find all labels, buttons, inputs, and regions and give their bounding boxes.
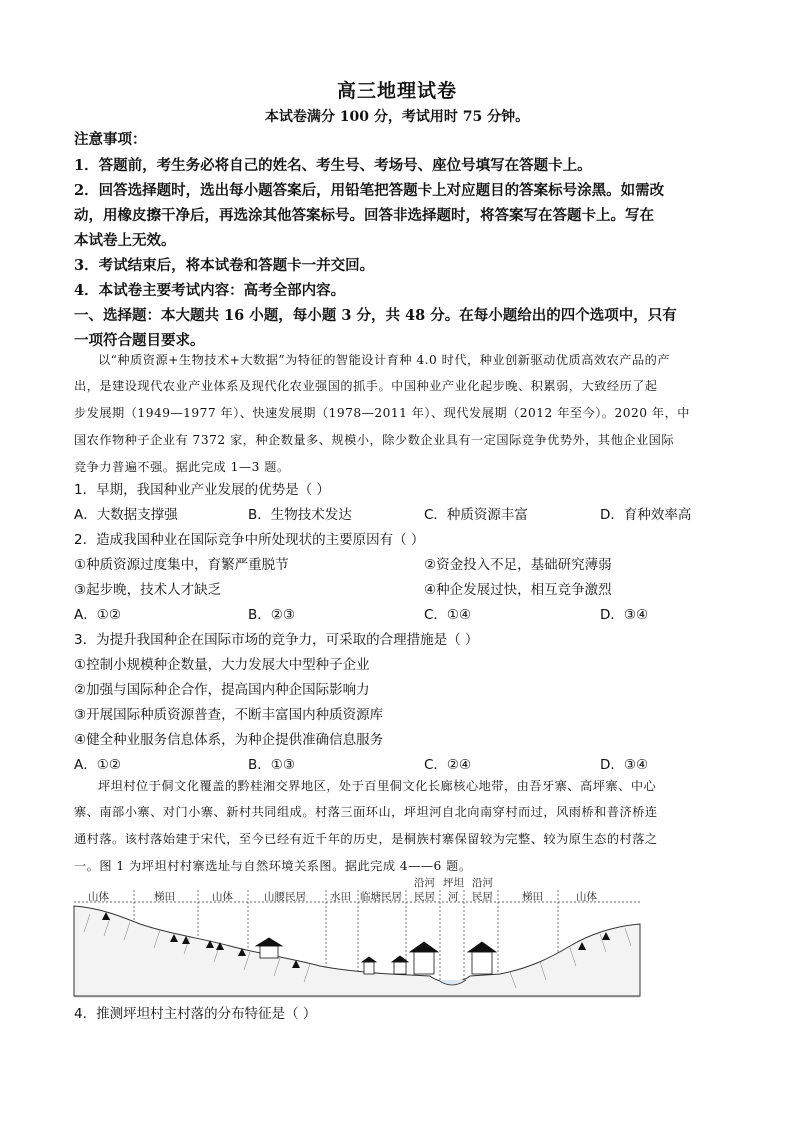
passage-1-cont (74, 376, 724, 478)
passage-line: 一。图 1 为坪坦村村寨选址与自然环境关系图。据此完成 4——6 题。 (74, 859, 472, 873)
q2-option-b: B．②③ (248, 607, 295, 623)
passage-line: 通村落。该村落始建于宋代，至今已经有近千年的历史，是桐族村寨保留较为完整、较为原生态的村落之 (74, 832, 658, 846)
notice-line: 3．考试结束后，将本试卷和答题卡一并交回。 (74, 257, 375, 274)
label-river: 河 (448, 891, 459, 903)
passage-line: 出，是建设现代农业产业体系及现代化农业强国的抓手。中国种业产业化起步晚、积累弱，大致经历了起 (74, 379, 658, 393)
q2-option-a: A．①② (74, 607, 121, 623)
q3-option-a: A．①② (74, 757, 121, 773)
q3-option-d: D．③④ (600, 757, 649, 773)
q3-item: ②加强与国际种企合作，提高国内种企国际影响力 (74, 682, 370, 698)
passage-line: 以“种质资源+生物技术+大数据”为特征的智能设计育种 4.0 时代，种业创新驱动优质高效农产品的产 (98, 353, 671, 367)
question-1-stem: 1．早期，我国种业产业发展的优势是（ ） (74, 482, 330, 498)
question-4-stem: 4．推测坪坦村主村落的分布特征是（ ） (74, 1006, 317, 1022)
notice-heading: 注意事项： (74, 131, 147, 148)
q1-option-b: B．生物技术发达 (248, 507, 352, 523)
q1-option-c: C．种质资源丰富 (424, 507, 528, 523)
label-hillside-dwellings: 山腰民居 (264, 891, 306, 903)
q3-item: ③开展国际种质资源普查，不断丰富国内种质资源库 (74, 707, 384, 723)
label-terrace-1: 梯田 (154, 891, 175, 903)
exam-info: 本试卷满分 100 分，考试用时 75 分钟。 (264, 109, 530, 125)
label-mountain-1: 山体 (88, 891, 109, 903)
label-terrace-2: 梯田 (522, 891, 543, 903)
q3-option-b: B．①③ (248, 757, 295, 773)
q2-option-c: C．①④ (424, 607, 472, 623)
label-pingtan: 坪坦 (443, 877, 464, 889)
q2-item: ①种质资源过度集中，育繁严重脱节 (74, 557, 289, 573)
section-heading: 一、选择题：本大题共 16 小题，每小题 3 分，共 48 分。在每小题给出的四个选项中，只有 (74, 307, 677, 324)
notice-line: 2．回答选择题时，选出每小题答案后，用铅笔把答题卡上对应题目的答案标号涂黑。如需改 (74, 182, 665, 199)
zone-labels (88, 876, 597, 903)
question-3-stem: 3．为提升我国种企在国际市场的竞争力，可采取的合理措施是（ ） (74, 632, 479, 648)
label-mountain-3: 山体 (576, 891, 597, 903)
label-mountain-2: 山体 (212, 891, 233, 903)
terrain-profile (74, 906, 640, 996)
passage-line: 坪坦村位于侗文化覆盖的黔桂湘交界地区，处于百里侗文化长廊核心地带，由吾牙寨、高坪寨、中心 (98, 779, 657, 793)
q1-option-d: D．育种效率高 (600, 507, 692, 523)
section-heading: 一项符合题目要求。 (74, 332, 205, 349)
q2-option-d: D．③④ (600, 607, 649, 623)
page-title: 高三地理试卷 (336, 80, 457, 102)
label-dwellings-1: 民居 (414, 891, 435, 903)
notice-line: 本试卷上无效。 (74, 232, 176, 249)
passage-2-cont (74, 802, 724, 877)
passage-1 (74, 350, 724, 371)
q2-item: ③起步晚，技术人才缺乏 (74, 582, 222, 598)
label-riverside-1: 沿河 (414, 877, 435, 889)
label-riverside-2: 沿河 (472, 877, 493, 889)
passage-line: 寨、南部小寨、对门小寨、新村共同组成。村落三面环山，坪坦河自北向南穿村而过，风雨桥和普济桥连 (74, 805, 658, 819)
question-2-stem: 2．造成我国种业在国际竞争中所处现状的主要原因有（ ） (74, 532, 425, 548)
passage-2 (74, 776, 724, 797)
village-cross-section-figure (70, 872, 644, 1000)
notice-line: 4．本试卷主要考试内容：高考全部内容。 (74, 282, 346, 299)
passage-line: 竞争力普遍不强。据此完成 1—3 题。 (74, 460, 290, 474)
q2-item: ④种企发展过快，相互竞争激烈 (424, 582, 612, 598)
notice-line: 动，用橡皮擦干净后，再选涂其他答案标号。回答非选择题时，将答案写在答题卡上。写在 (74, 207, 654, 224)
label-dwellings-2: 民居 (472, 891, 493, 903)
q3-item: ①控制小规模种企数量，大力发展大中型种子企业 (74, 657, 370, 673)
passage-line: 步发展期（1949—1977 年）、快速发展期（1978—2011 年）、现代发展期（2012 年至今）。2020 年，中 (74, 406, 690, 420)
q3-item: ④健全种业服务信息体系，为种企提供准确信息服务 (74, 732, 384, 748)
passage-line: 国农作物种子企业有 7372 家，种企数量多、规模小，除少数企业具有一定国际竞争优势外，其他企业国际 (74, 433, 675, 447)
label-pond-dwellings: 临塘民居 (360, 891, 402, 903)
q1-option-a: A．大数据支撑强 (74, 507, 178, 523)
label-paddy: 水田 (330, 891, 351, 903)
q2-item: ②资金投入不足，基础研究薄弱 (424, 557, 612, 573)
notice-line: 1．答题前，考生务必将自己的姓名、考生号、考场号、座位号填写在答题卡上。 (74, 157, 592, 174)
q3-option-c: C．②④ (424, 757, 472, 773)
